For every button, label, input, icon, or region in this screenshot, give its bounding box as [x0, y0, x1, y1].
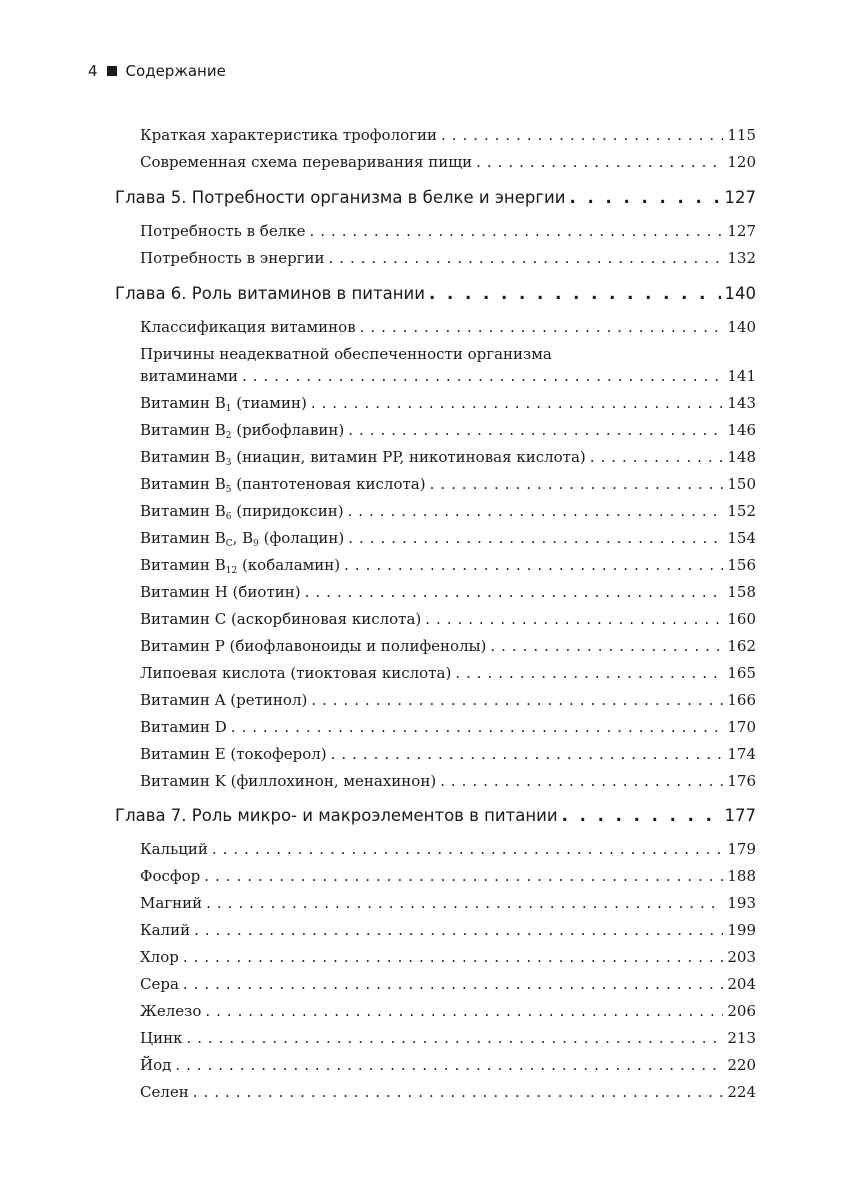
- toc-entry[interactable]: витаминами . . . 141: [140, 367, 756, 385]
- toc-entry[interactable]: Липоевая кислота (тиоктовая кислота) . . . 165: [140, 664, 756, 682]
- toc-entry[interactable]: Витамин $B_{12}$ (кобаламин) . . . 156: [140, 556, 756, 574]
- toc-entry[interactable]: Фосфор . . . 188: [140, 867, 756, 885]
- toc-entry[interactable]: Витамин $B_5$ (пантотеновая кислота) . . . 150: [140, 475, 756, 493]
- toc-entry[interactable]: Витамин $B_1$ (тиамин) . . . 143: [140, 394, 756, 412]
- toc-entry[interactable]: Витамин $B_3$ (ниацин, витамин PP, никотиновая кислота) . . . 148: [140, 448, 756, 466]
- toc-entry[interactable]: Современная схема переваривания пищи . . . 120: [140, 153, 756, 171]
- toc-chapter[interactable]: Глава 7. Роль микро- и макроэлементов в питании . . . 177: [115, 806, 756, 825]
- toc-entry[interactable]: Потребность в энергии . . . 132: [140, 249, 756, 267]
- page-number: 4: [88, 62, 98, 80]
- toc-chapter[interactable]: Глава 6. Роль витаминов в питании . . . 140: [115, 284, 756, 303]
- toc-entry[interactable]: Витамин D . . . 170: [140, 718, 756, 736]
- toc-entry[interactable]: Витамин $B_2$ (рибофлавин) . . . 146: [140, 421, 756, 439]
- section-title: Содержание: [125, 62, 226, 80]
- toc-entry[interactable]: Витамин A (ретинол) . . . 166: [140, 691, 756, 709]
- toc-entry[interactable]: Витамин C (аскорбиновая кислота) . . . 160: [140, 610, 756, 628]
- toc-entry[interactable]: Сера . . . 204: [140, 975, 756, 993]
- toc-entry[interactable]: Потребность в белке . . . 127: [140, 222, 756, 240]
- toc-entry-first-line: Причины неадекватной обеспеченности организма: [140, 345, 552, 363]
- toc-entry[interactable]: Калий . . . 199: [140, 921, 756, 939]
- toc-entry[interactable]: Цинк . . . 213: [140, 1029, 756, 1047]
- toc-entry[interactable]: Магний . . . 193: [140, 894, 756, 912]
- square-bullet-icon: [107, 66, 117, 76]
- toc-entry[interactable]: Хлор . . . 203: [140, 948, 756, 966]
- toc-entry[interactable]: Витамин E (токоферол) . . . 174: [140, 745, 756, 763]
- running-header: [88, 62, 226, 80]
- toc-entry[interactable]: Витамин $B_C$, $B_9$ (фолацин) . . . 154: [140, 529, 756, 547]
- toc-entry[interactable]: Краткая характеристика трофологии . . . 115: [140, 126, 756, 144]
- toc-entry[interactable]: Кальций . . . 179: [140, 840, 756, 858]
- toc-entry[interactable]: Витамин K (филлохинон, менахинон) . . . 176: [140, 772, 756, 790]
- toc-entry[interactable]: Витамин H (биотин) . . . 158: [140, 583, 756, 601]
- toc-entry[interactable]: Классификация витаминов . . . 140: [140, 318, 756, 336]
- toc-entry[interactable]: Селен . . . 224: [140, 1083, 756, 1101]
- toc-chapter[interactable]: Глава 5. Потребности организма в белке и энергии . . . 127: [115, 188, 756, 207]
- toc-entry[interactable]: Железо . . . 206: [140, 1002, 756, 1020]
- toc-entry[interactable]: Витамин P (биофлавоноиды и полифенолы) . . . 162: [140, 637, 756, 655]
- toc-entry[interactable]: Йод . . . 220: [140, 1056, 756, 1074]
- toc-entry[interactable]: Витамин $B_6$ (пиридоксин) . . . 152: [140, 502, 756, 520]
